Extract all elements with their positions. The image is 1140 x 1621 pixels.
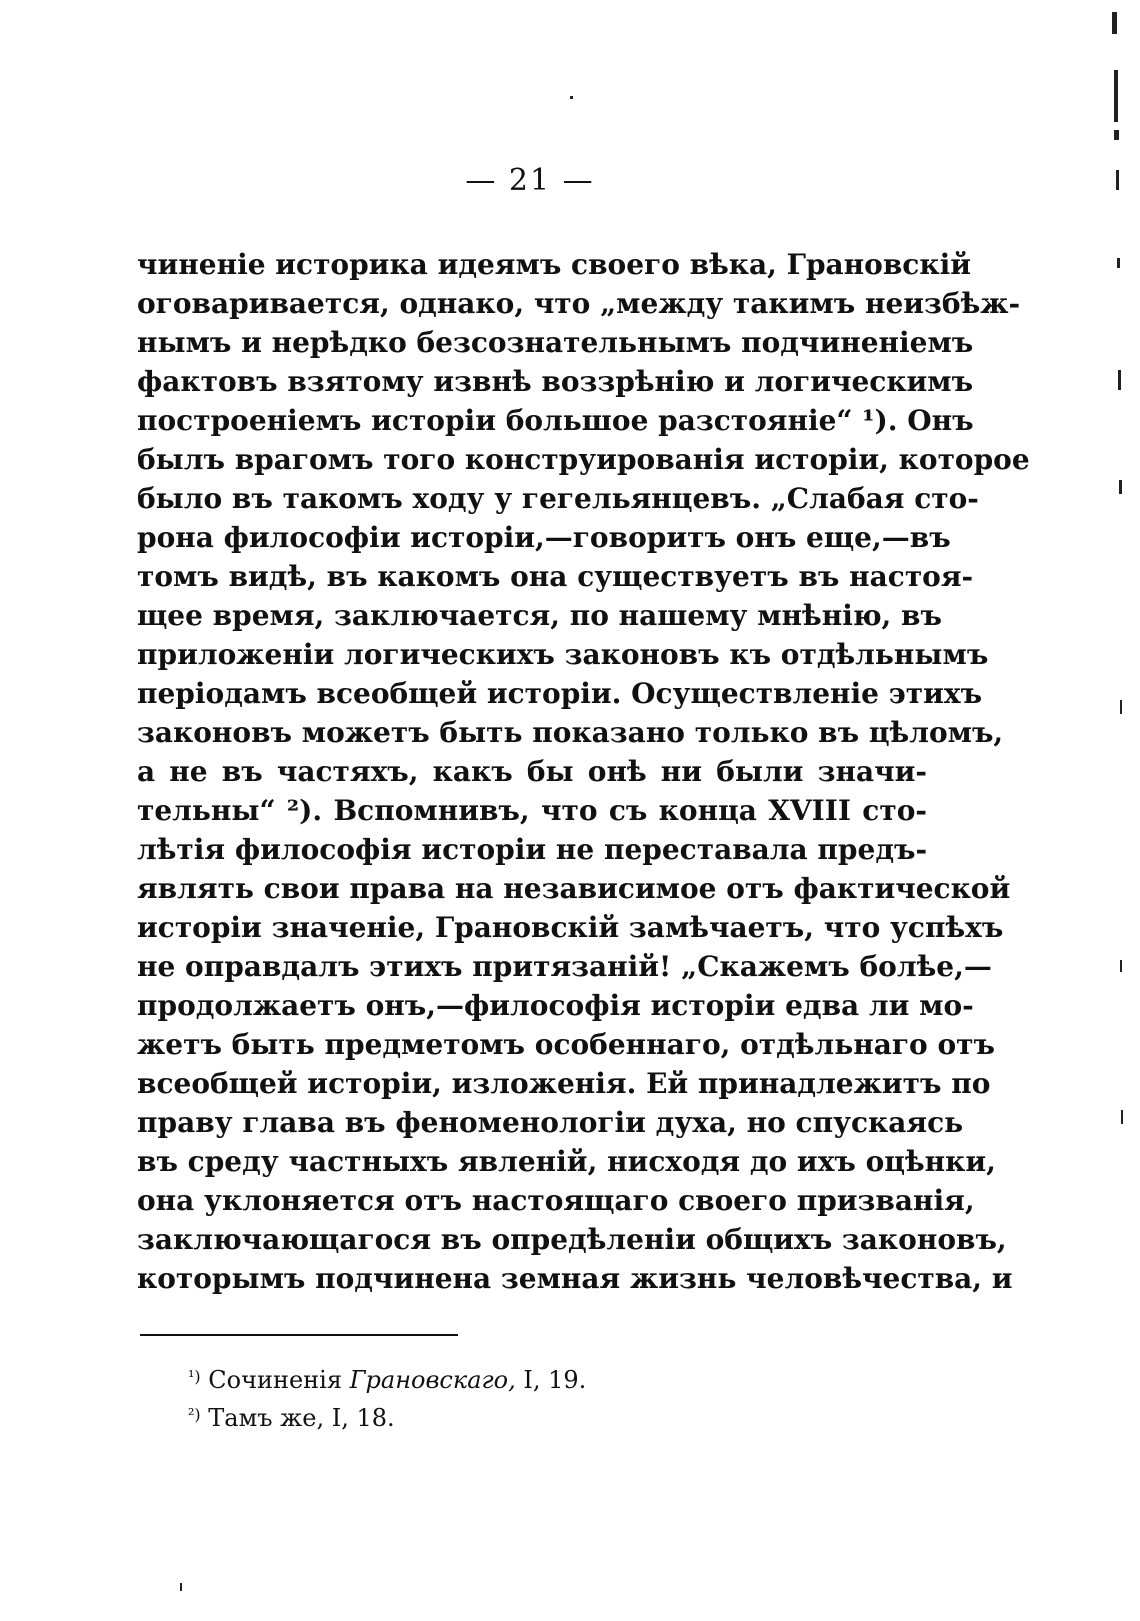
scan-artifact	[1120, 700, 1122, 714]
footnote-text: Тамъ же, I, 18.	[208, 1404, 395, 1432]
text-line: оговаривается, однако, что „между такимъ неизбѣж-	[137, 287, 1021, 320]
text-line: щее время, заключается, по нашему мнѣнію, въ	[137, 599, 942, 632]
scan-artifact	[1114, 70, 1118, 122]
text-line: являть свои права на независимое отъ фактической	[137, 872, 1011, 905]
main-text-block	[137, 245, 1030, 1298]
text-line: а не въ частяхъ, какъ бы онѣ ни были значи-	[137, 755, 927, 788]
text-line: законовъ можетъ быть показано только въ цѣломъ,	[137, 716, 1004, 749]
footnote-italic-text: Грановскаго,	[349, 1366, 516, 1394]
footnote-mark: ²)	[188, 1405, 201, 1424]
footnote-text: I, 19.	[523, 1366, 587, 1394]
text-line: праву глава въ феноменологіи духа, но спускаясь	[137, 1106, 964, 1139]
scan-artifact	[1118, 370, 1121, 390]
footnote-1	[188, 1358, 586, 1396]
scan-artifact	[1114, 130, 1119, 140]
text-line: рона философіи исторіи,—говоритъ онъ еще,—въ	[137, 521, 951, 554]
scan-artifact	[1112, 12, 1117, 34]
text-line: томъ видѣ, въ какомъ она существуетъ въ настоя-	[137, 560, 974, 593]
scan-artifact	[570, 96, 573, 99]
page-number: — 21 —	[465, 163, 595, 198]
text-line: жетъ быть предметомъ особеннаго, отдѣльнаго отъ	[137, 1028, 995, 1061]
text-line: продолжаетъ онъ,—философія исторіи едва ли мо-	[137, 989, 974, 1022]
text-line: построеніемъ исторіи большое разстояніе“ ¹). Онъ	[137, 404, 974, 437]
footnotes-block	[188, 1358, 586, 1434]
text-line: фактовъ взятому извнѣ воззрѣнію и логическимъ	[137, 365, 974, 398]
scan-artifact	[1119, 480, 1122, 494]
scan-artifact	[1120, 960, 1122, 972]
text-line: которымъ подчинена земная жизнь человѣчества, и	[137, 1262, 1013, 1295]
footnote-mark: ¹)	[188, 1367, 201, 1386]
scan-artifact	[1121, 1110, 1123, 1124]
text-line: не оправдалъ этихъ притязаній! „Скажемъ болѣе,—	[137, 950, 992, 983]
footnote-text: Сочиненія	[208, 1366, 342, 1394]
text-line: всеобщей исторіи, изложенія. Ей принадлежитъ по	[137, 1067, 991, 1100]
scan-artifact	[1116, 170, 1119, 190]
text-line: былъ врагомъ того конструированія исторіи, которое	[137, 443, 1030, 476]
text-line: заключающагося въ опредѣленіи общихъ законовъ,	[137, 1223, 1007, 1256]
footnote-separator	[140, 1334, 458, 1336]
text-line: лѣтія философія исторіи не переставала предъ-	[137, 833, 928, 866]
footnote-2	[188, 1396, 586, 1434]
text-line: исторіи значеніе, Грановскій замѣчаетъ, что успѣхъ	[137, 911, 1004, 944]
text-line: она уклоняется отъ настоящаго своего призванія,	[137, 1184, 975, 1217]
text-line: тельны“ ²). Вспомнивъ, что съ конца XVIII сто-	[137, 794, 927, 827]
text-line: приложеніи логическихъ законовъ къ отдѣльнымъ	[137, 638, 989, 671]
scan-artifact	[1117, 258, 1120, 268]
text-line: было въ такомъ ходу у гегельянцевъ. „Слабая сто-	[137, 482, 979, 515]
text-line: чиненіе историка идеямъ своего вѣка, Грановскій	[137, 248, 971, 281]
text-line: періодамъ всеобщей исторіи. Осуществленіе этихъ	[137, 677, 983, 710]
text-line: въ среду частныхъ явленій, нисходя до ихъ оцѣнки,	[137, 1145, 996, 1178]
scan-artifact	[180, 1583, 182, 1591]
text-line: нымъ и нерѣдко безсознательнымъ подчиненіемъ	[137, 326, 974, 359]
